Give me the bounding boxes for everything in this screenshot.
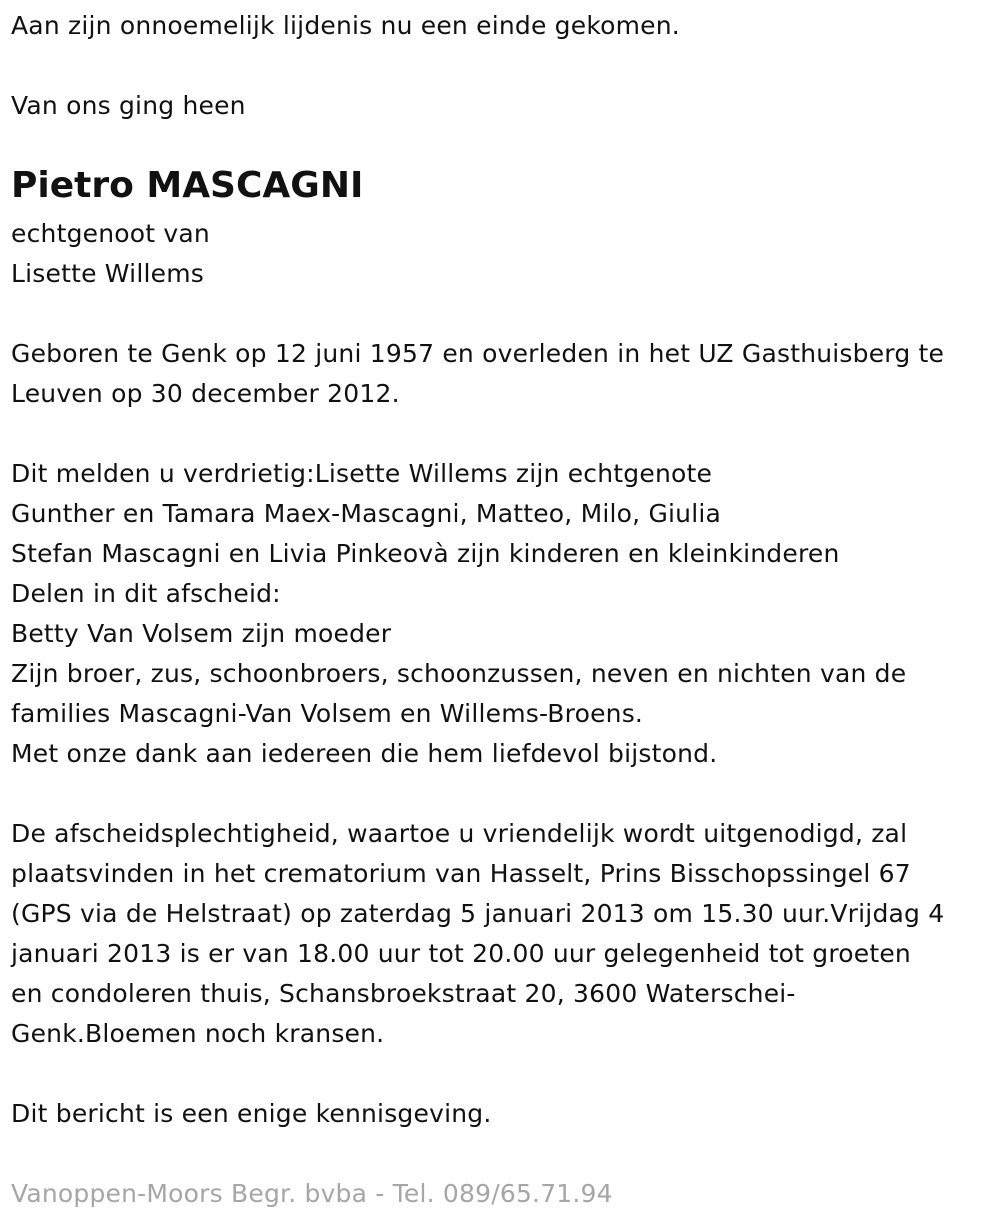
intro-text: Aan zijn onnoemelijk lijdenis nu een einde gekomen.: [11, 11, 680, 40]
funeral-home-footer: Vanoppen-Moors Begr. bvba - Tel. 089/65.71.94: [11, 1179, 613, 1208]
family-line: families Mascagni-Van Volsem en Willems-Broens.: [11, 699, 644, 728]
departed-text: Van ons ging heen: [11, 91, 246, 120]
family-line: Zijn broer, zus, schoonbroers, schoonzussen, neven en nichten van de: [11, 659, 907, 688]
family-line: Dit melden u verdrietig:Lisette Willems zijn echtgenote: [11, 459, 713, 488]
spouse-name: Lisette Willems: [11, 259, 204, 288]
family-line: Betty Van Volsem zijn moeder: [11, 619, 392, 648]
deceased-name: Pietro MASCAGNI: [11, 165, 364, 206]
birth-death-line: Leuven op 30 december 2012.: [11, 379, 400, 408]
ceremony-line: De afscheidsplechtigheid, waartoe u vriendelijk wordt uitgenodigd, zal: [11, 819, 908, 848]
family-line: Stefan Mascagni en Livia Pinkeovà zijn kinderen en kleinkinderen: [11, 539, 840, 568]
family-line: Met onze dank aan iedereen die hem liefdevol bijstond.: [11, 739, 718, 768]
ceremony-line: en condoleren thuis, Schansbroekstraat 20, 3600 Waterschei-: [11, 979, 796, 1008]
closing-text: Dit bericht is een enige kennisgeving.: [11, 1099, 492, 1128]
family-line: Delen in dit afscheid:: [11, 579, 281, 608]
ceremony-line: (GPS via de Helstraat) op zaterdag 5 januari 2013 om 15.30 uur.Vrijdag 4: [11, 899, 945, 928]
ceremony-line: plaatsvinden in het crematorium van Hasselt, Prins Bisschopssingel 67: [11, 859, 911, 888]
ceremony-line: Genk.Bloemen noch kransen.: [11, 1019, 385, 1048]
relation-line: echtgenoot van: [11, 219, 210, 248]
family-line: Gunther en Tamara Maex-Mascagni, Matteo, Milo, Giulia: [11, 499, 722, 528]
ceremony-line: januari 2013 is er van 18.00 uur tot 20.00 uur gelegenheid tot groeten: [11, 939, 911, 968]
birth-death-line: Geboren te Genk op 12 juni 1957 en overleden in het UZ Gasthuisberg te: [11, 339, 945, 368]
